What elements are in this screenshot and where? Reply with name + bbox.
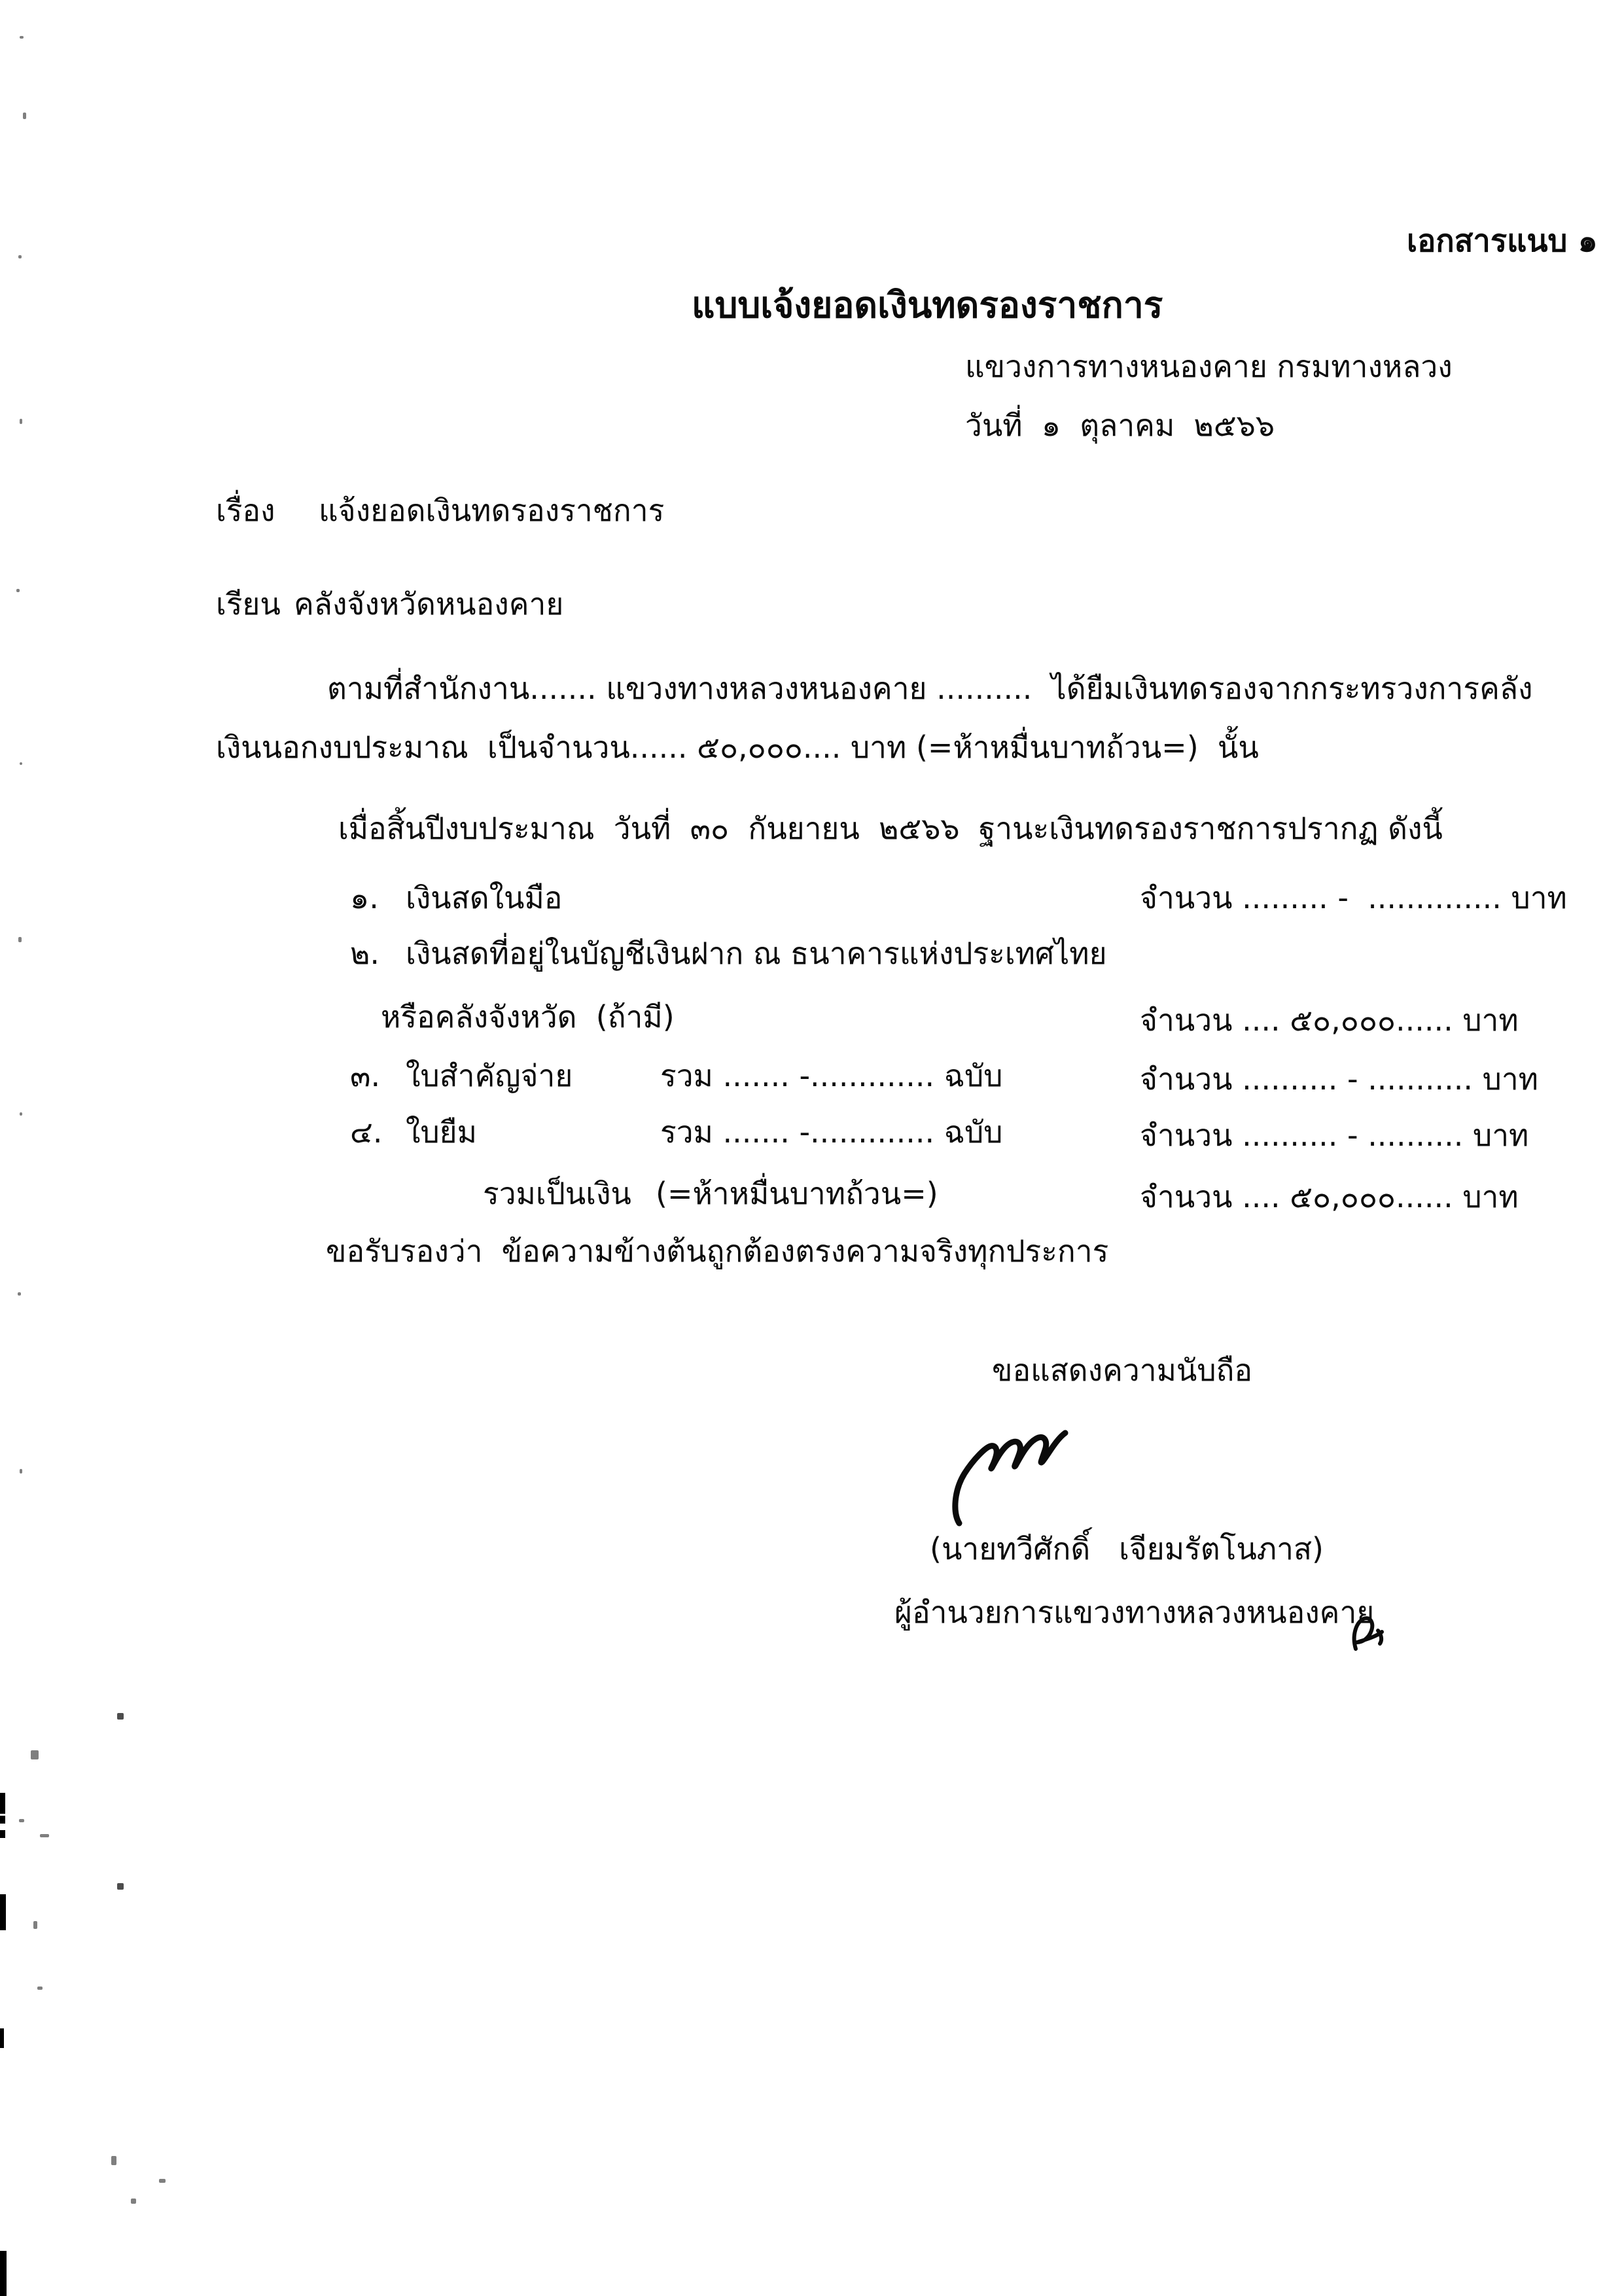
item-1-number: ๑. [350, 880, 379, 915]
signature-stroke [936, 1407, 1158, 1531]
date-line: วันที่ ๑ ตุลาคม ๒๕๖๖ [965, 408, 1275, 443]
recipient-text: คลังจังหวัดหนองคาย [294, 586, 564, 622]
scan-speck [131, 2199, 136, 2204]
total-amount: จำนวน .... ๕๐,๐๐๐...... บาท [1140, 1179, 1519, 1214]
attachment-label: เอกสารแนบ ๑ [1407, 223, 1598, 259]
item-4-amount: จำนวน .......... - .......... บาท [1140, 1118, 1529, 1153]
scan-speck [33, 1921, 37, 1929]
scan-speck [31, 1750, 39, 1759]
scan-speck [37, 1987, 43, 1990]
item-2-label-line-2: หรือคลังจังหวัด (ถ้ามี) [381, 999, 675, 1034]
item-4-label: ใบยืม [406, 1114, 477, 1150]
initial-stroke [1347, 1611, 1386, 1657]
scan-speck [16, 589, 20, 592]
scan-speck [19, 1819, 24, 1822]
scan-edge-artifact [0, 1894, 6, 1930]
scan-speck [23, 113, 26, 119]
certification-line: ขอรับรองว่า ข้อความข้างต้นถูกต้องตรงความจริงทุกประการ [326, 1233, 1109, 1269]
item-4-count: รวม ....... -............. ฉบับ [660, 1114, 1003, 1150]
subject-label: เรื่อง [216, 493, 275, 528]
signature [936, 1407, 1158, 1534]
scan-speck [117, 1713, 124, 1720]
signer-position: ผู้อำนวยการแขวงทางหลวงหนองคาย [894, 1595, 1375, 1630]
scan-speck [20, 1469, 22, 1474]
scan-edge-artifact [0, 1830, 5, 1838]
item-2-number: ๒. [350, 936, 380, 971]
scan-speck [18, 1292, 21, 1296]
signer-name: (นายทวีศักดิ์ เจียมรัตโนภาส) [930, 1531, 1324, 1566]
item-1-label: เงินสดในมือ [406, 880, 563, 915]
item-3-number: ๓. [350, 1058, 381, 1093]
scan-edge-artifact [0, 2028, 4, 2048]
item-3-amount: จำนวน .......... - ........... บาท [1140, 1061, 1539, 1097]
scan-speck [111, 2156, 116, 2165]
status-intro-line: เมื่อสิ้นปีงบประมาณ วันที่ ๓๐ กันยายน ๒๕๖๖ ฐานะเงินทดรองราชการปรากฏ ดังนี้ [338, 811, 1443, 846]
scan-edge-artifact [0, 1793, 5, 1814]
scan-speck [18, 937, 22, 942]
scan-edge-artifact [0, 2251, 7, 2296]
total-label: รวมเป็นเงิน [483, 1176, 631, 1211]
scan-speck [159, 2179, 166, 2183]
scan-speck [117, 1883, 124, 1890]
signer-initial-mark [1347, 1611, 1386, 1659]
scan-speck [20, 36, 24, 39]
scan-edge-artifact [0, 1816, 5, 1824]
recipient-label: เรียน [216, 586, 281, 622]
item-3-label: ใบสำคัญจ่าย [406, 1058, 573, 1093]
scan-speck [40, 1834, 49, 1837]
subject-text: แจ้งยอดเงินทดรองราชการ [319, 493, 665, 528]
scan-speck [18, 255, 22, 258]
organization-line: แขวงการทางหนองคาย กรมทางหลวง [965, 349, 1453, 384]
scan-speck [20, 1112, 22, 1116]
scan-speck [20, 762, 22, 765]
item-2-label: เงินสดที่อยู่ในบัญชีเงินฝาก ณ ธนาคารแห่งประเทศไทย [406, 936, 1107, 971]
body-paragraph-line-1: ตามที่สำนักงาน....... แขวงทางหลวงหนองคาย .......... ได้ยืมเงินทดรองจากกระทรวงการคลัง [327, 671, 1533, 706]
item-1-amount: จำนวน ......... - .............. บาท [1140, 880, 1567, 915]
item-3-count: รวม ....... -............. ฉบับ [660, 1058, 1003, 1093]
closing-line: ขอแสดงความนับถือ [992, 1352, 1253, 1388]
body-paragraph-line-2: เงินนอกงบประมาณ เป็นจำนวน...... ๕๐,๐๐๐.... บาท (=ห้าหมื่นบาทถ้วน=) นั้น [216, 730, 1259, 765]
item-2-amount: จำนวน .... ๕๐,๐๐๐...... บาท [1140, 1002, 1519, 1038]
total-amount-words: (=ห้าหมื่นบาทถ้วน=) [656, 1176, 938, 1211]
document-title: แบบเจ้งยอดเงินทดรองราชการ [692, 284, 1163, 326]
scan-speck [20, 419, 22, 424]
item-4-number: ๔. [350, 1114, 383, 1150]
